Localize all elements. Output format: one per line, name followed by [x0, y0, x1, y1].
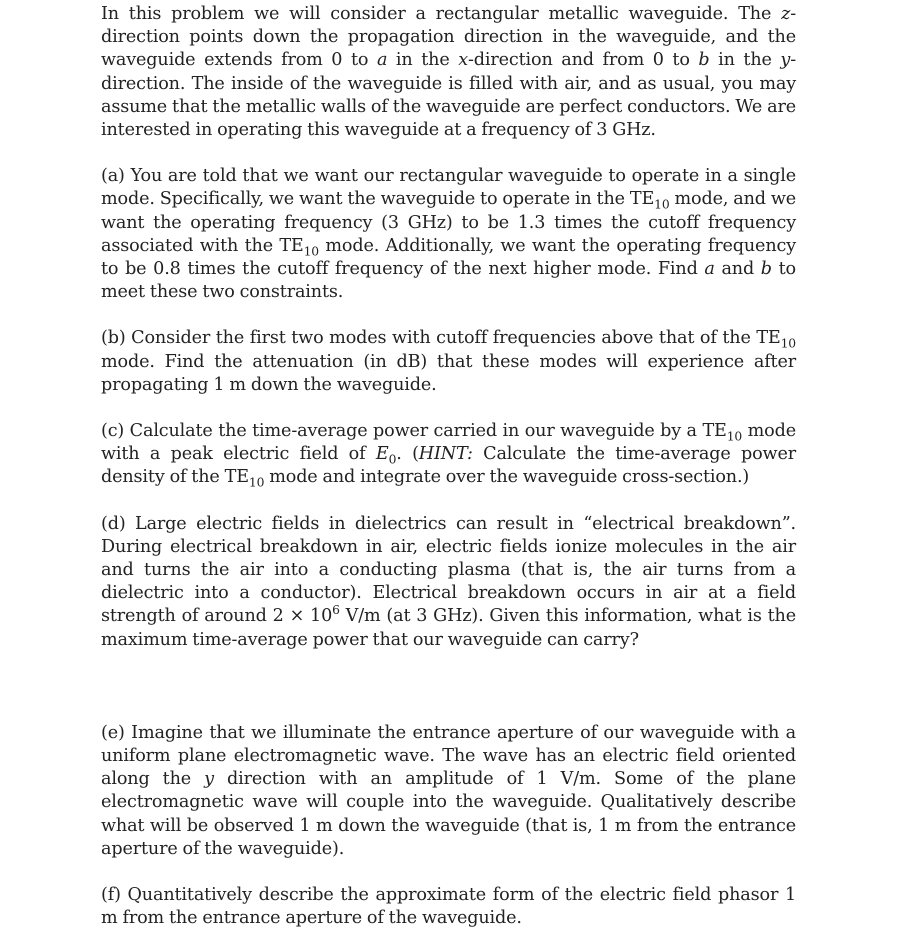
part-a-text: mode. Additionally, we want the operating frequency to be 0.8 times the cutoff frequency of the next higher mode. Find	[101, 235, 796, 280]
intro-text: in the	[387, 50, 459, 71]
part-c-text: Calculate the time-average power density of the	[101, 444, 796, 488]
part-c-text: (c) Calculate the time-average power carried in our waveguide by a	[101, 421, 703, 442]
part-c-text: mode and integrate over the waveguide cross-section.)	[264, 467, 750, 488]
var-a: a	[704, 259, 715, 280]
mode-te10: $TE_{10}$	[756, 328, 796, 351]
var-e0: $E_0$	[375, 444, 397, 467]
part-c-text: mode with a peak electric field of	[101, 421, 797, 465]
var-b: b	[698, 50, 710, 71]
var-z: z	[781, 4, 791, 24]
intro-text: in the	[709, 50, 781, 71]
part-e-paragraph	[101, 722, 796, 861]
part-e-text: direction with an amplitude of 1 V/m. Some of the plane electromagnetic wave will couple into the waveguide. Qualitatively describe what will be observed 1 m down the waveguide (that is, 1 m from the entrance aperture of the waveguide).	[101, 769, 796, 859]
intro-text: -direction points down the propagation direction in the waveguide, and the waveguide extends from 0 to	[101, 4, 796, 71]
part-d-text: V/m (at 3 GHz). Given this information, what is the maximum time-average power that our waveguide can carry?	[101, 606, 796, 650]
part-c-text: . (	[396, 444, 419, 465]
part-a-text: (a) You are told that we want our rectangular waveguide to operate in a single mode. Specifically, we want the waveguide to operate in the	[101, 166, 796, 210]
mode-te10: $TE_{10}$	[279, 235, 319, 259]
part-e-text: (e) Imagine that we illuminate the entrance aperture of our waveguide with a uniform plane electromagnetic wave. The wave has an electric field oriented along the	[101, 722, 796, 790]
mode-te10: $TE_{10}$	[702, 421, 743, 444]
part-f-text: (f) Quantitatively describe the approximate form of the electric field phasor 1 m from the entrance aperture of the waveguide.	[101, 885, 796, 929]
part-a-text: mode, and we want the operating frequency (3 GHz) to be 1.3 times the cutoff frequency associated with the	[101, 189, 796, 256]
part-b-text: mode. Find the attenuation (in dB) that these modes will experience after propagating 1 m down the waveguide.	[101, 351, 796, 395]
part-f-paragraph	[101, 884, 796, 930]
part-d-paragraph	[101, 513, 796, 652]
part-d-text: (d) Large electric fields in dielectrics can result in “electrical breakdown”. During electrical breakdown in air, electric fields ionize molecules in the air and turns the air into a conducting plasma (that is, the air turns from a dielectric into a conductor). Electrical breakdown occurs in air at a field strength of around 2 × 10	[101, 513, 796, 627]
var-x: x	[458, 50, 468, 71]
part-c-paragraph	[101, 420, 796, 490]
intro-text: -direction and from 0 to	[468, 50, 699, 71]
hint-label: HINT:	[418, 444, 473, 465]
part-b-paragraph	[101, 327, 796, 397]
var-y: y	[780, 50, 791, 71]
var-y: y	[204, 769, 214, 790]
var-b: b	[760, 259, 772, 280]
intro-text: In this problem we will consider a rectangular metallic waveguide. The	[101, 4, 782, 24]
mode-te10: $TE_{10}$	[224, 467, 265, 490]
part-b-text: (b) Consider the first two modes with cutoff frequencies above that of the	[101, 328, 757, 349]
mode-te10: $TE_{10}$	[629, 189, 670, 212]
var-a: a	[376, 50, 388, 71]
intro-text: -direction. The inside of the waveguide is filled with air, and as usual, you may assume that the metallic walls of the waveguide are perfect conductors. We are interested in operating this waveguide at a frequency of 3 GHz.	[101, 50, 797, 141]
part-a-paragraph	[101, 165, 796, 304]
part-a-text: to meet these two constraints.	[101, 259, 796, 303]
exponent: 6	[332, 603, 340, 618]
intro-paragraph	[101, 3, 796, 142]
problem-document	[101, 3, 796, 931]
part-a-text: and	[714, 259, 761, 280]
